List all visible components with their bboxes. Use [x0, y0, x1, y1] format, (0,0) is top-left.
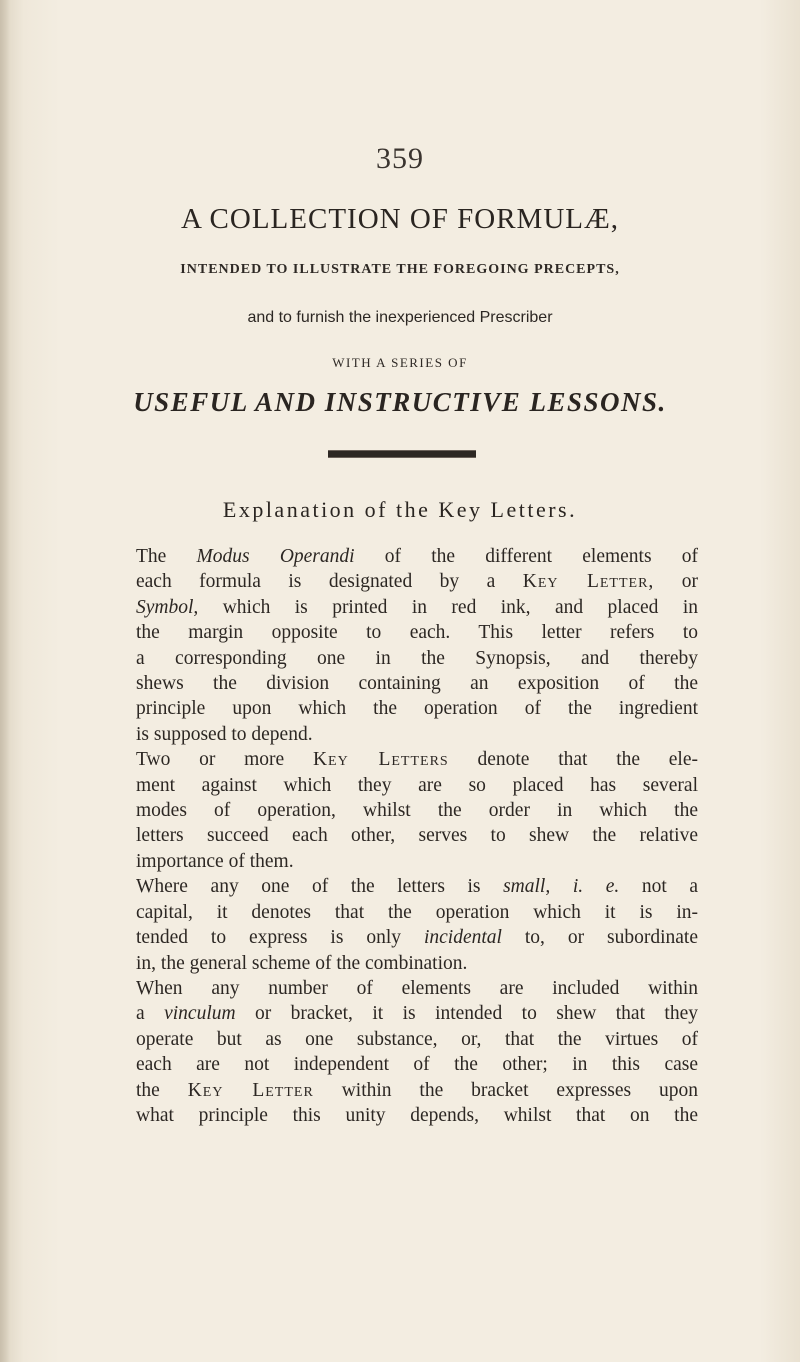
text-line: the Key Letter within the bracket expresses upon	[136, 1079, 699, 1101]
text-line: a vinculum or bracket, it is intended to shew that they	[136, 1003, 698, 1025]
text-line: the margin opposite to each. This letter refers to	[136, 622, 698, 644]
heading-line-series: WITH A SERIES OF	[332, 355, 468, 370]
body-text	[110, 544, 698, 1128]
heading-line-lessons: USEFUL AND INSTRUCTIVE LESSONS.	[133, 387, 667, 417]
text-line: principle upon which the operation of the ingredient	[136, 698, 698, 720]
text-line: importance of them.	[136, 850, 294, 872]
section-title: Explanation of the Key Letters.	[222, 497, 578, 522]
text-line: a corresponding one in the Synopsis, and thereby	[136, 647, 698, 669]
page-subtitle: INTENDED TO ILLUSTRATE THE FOREGOING PRECEPTS,	[180, 262, 620, 277]
text-line: shews the division containing an exposition of the	[136, 673, 698, 695]
heading-line-prescriber: and to furnish the inexperienced Prescriber	[247, 309, 553, 326]
text-line: letters succeed each other, serves to shew the relative	[136, 825, 698, 847]
text-line: The Modus Operandi of the different elements of	[136, 546, 698, 567]
text-line: capital, it denotes that the operation which it is in-	[136, 901, 698, 923]
text-line: Two or more Key Letters denote that the ele-	[136, 749, 698, 771]
text-line: in, the general scheme of the combination.	[136, 952, 468, 974]
text-line: tended to express is only incidental to, or subordinate	[136, 927, 698, 949]
text-line: each are not independent of the other; in this case	[136, 1054, 698, 1076]
text-line: is supposed to depend.	[136, 723, 313, 745]
text-line: When any number of elements are included within	[136, 977, 698, 999]
text-line: operate but as one substance, or, that the virtues of	[136, 1028, 698, 1050]
page-number: 359	[376, 142, 424, 175]
paragraph-1	[110, 544, 698, 747]
text-line: each formula is designated by a Key Letter, or	[136, 571, 698, 593]
paragraph-2	[110, 747, 698, 874]
text-line: ment against which they are so placed has several	[136, 774, 698, 796]
paragraph-4	[110, 976, 698, 1128]
text-line: modes of operation, whilst the order in which the	[136, 800, 698, 822]
page-title: A COLLECTION OF FORMULÆ,	[180, 203, 620, 235]
text-line: what principle this unity depends, whilst that on the	[136, 1104, 698, 1126]
text-line: Where any one of the letters is small, i. e. not a	[136, 876, 698, 898]
paragraph-3	[110, 874, 698, 976]
decorative-rule	[328, 450, 476, 458]
text-line: Symbol, which is printed in red ink, and placed in	[136, 596, 698, 618]
